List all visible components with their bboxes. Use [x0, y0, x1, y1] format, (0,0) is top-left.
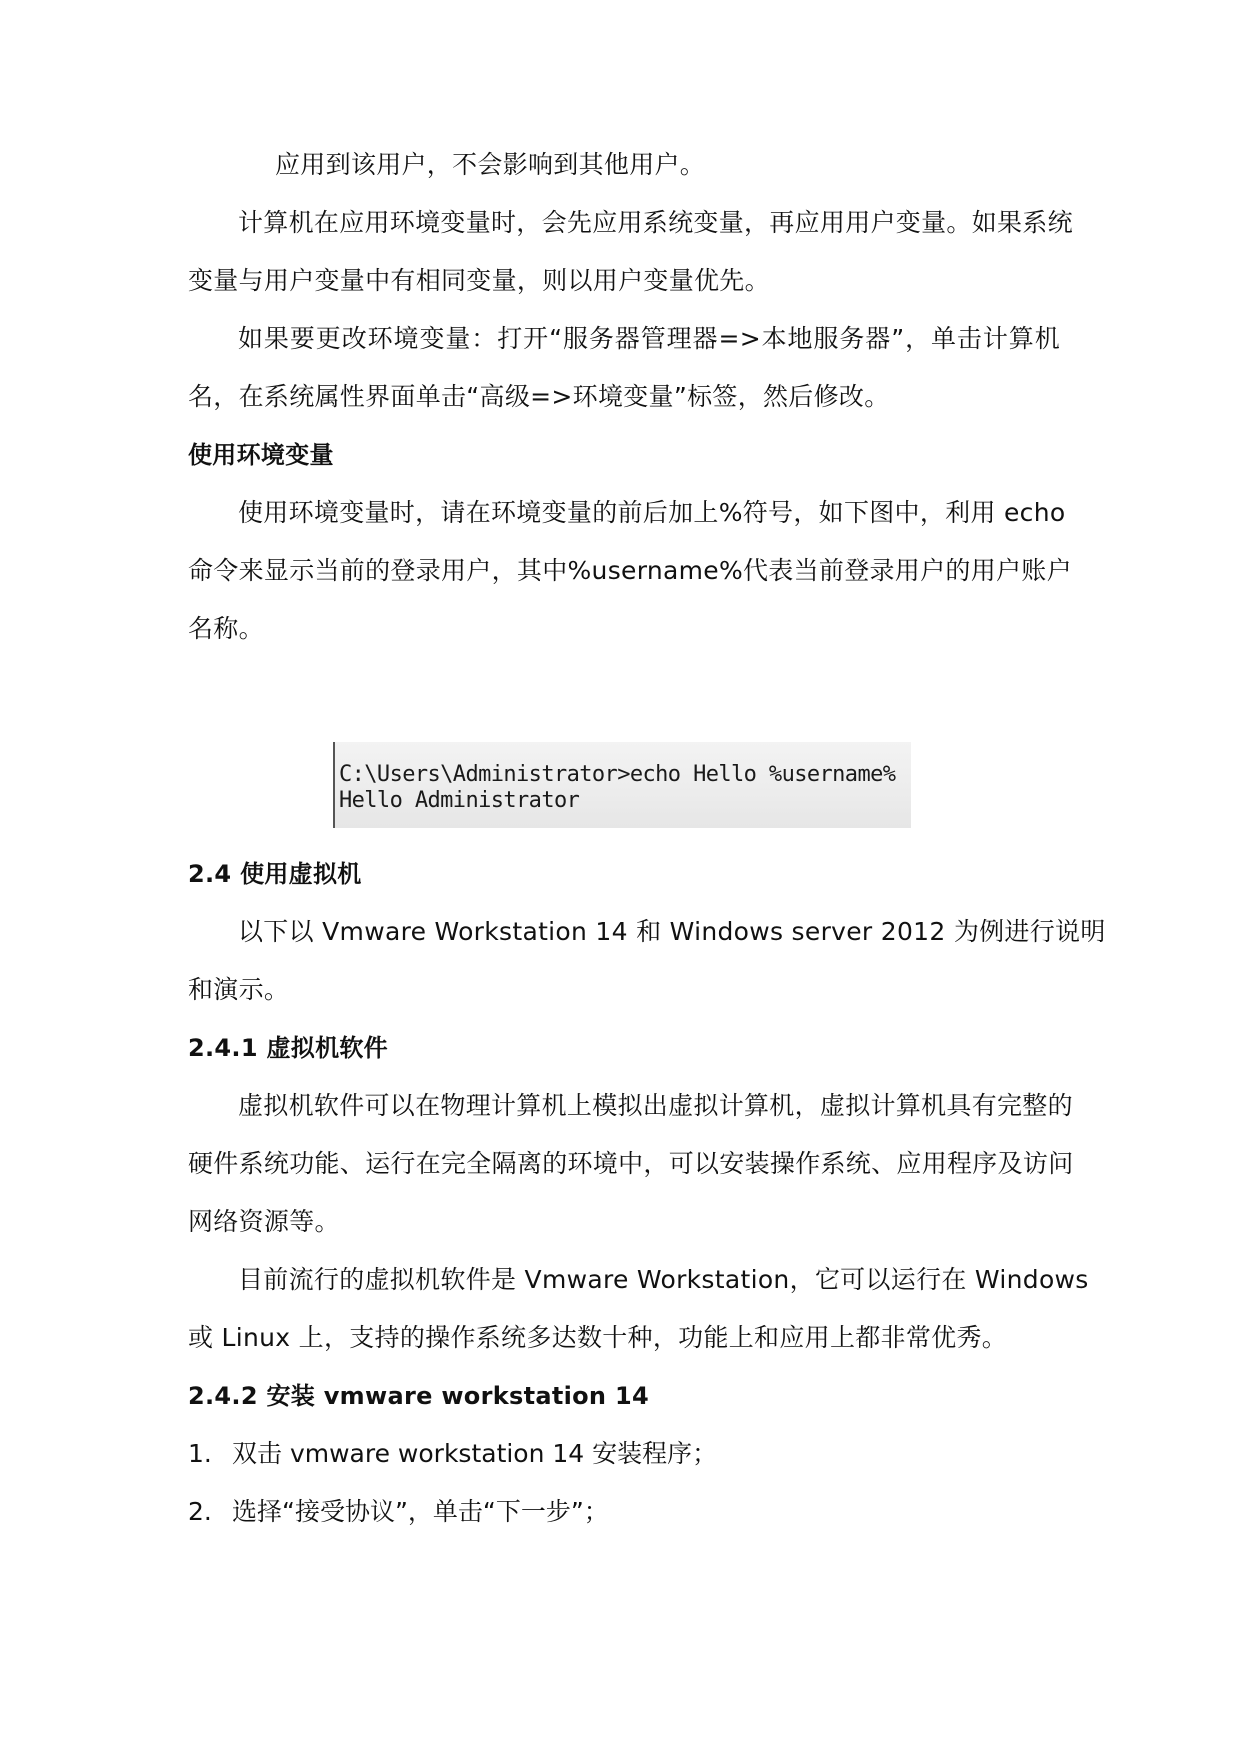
paragraph-line: 硬件系统功能、运行在完全隔离的环境中，可以安装操作系统、应用程序及访问: [188, 1149, 1074, 1178]
paragraph-line: 命令来显示当前的登录用户，其中%username%代表当前登录用户的用户账户: [188, 556, 1072, 585]
step-number: 2.: [188, 1497, 212, 1526]
paragraph-line: 和演示。: [188, 975, 290, 1004]
section-heading: 2.4 使用虚拟机: [188, 860, 362, 888]
paragraph-line: 虚拟机软件可以在物理计算机上模拟出虚拟计算机，虚拟计算机具有完整的: [238, 1091, 1073, 1120]
section-heading: 使用环境变量: [188, 441, 334, 469]
command-prompt-screenshot: [333, 742, 911, 828]
paragraph-line: 目前流行的虚拟机软件是 Vmware Workstation，它可以运行在 Windows: [238, 1265, 1089, 1294]
paragraph-line: 以下以 Vmware Workstation 14 和 Windows server 2012 为例进行说明: [238, 917, 1106, 946]
step-number: 1.: [188, 1439, 212, 1468]
section-heading: 2.4.2 安装 vmware workstation 14: [188, 1382, 649, 1410]
paragraph-line: 使用环境变量时，请在环境变量的前后加上%符号，如下图中，利用 echo: [238, 498, 1066, 527]
section-heading: 2.4.1 虚拟机软件: [188, 1034, 388, 1062]
paragraph-line: 应用到该用户，不会影响到其他用户。: [275, 150, 706, 179]
paragraph-line: 名称。: [188, 614, 264, 643]
paragraph-line: 变量与用户变量中有相同变量，则以用户变量优先。: [188, 266, 770, 295]
step-text: 选择“接受协议”，单击“下一步”；: [232, 1497, 609, 1526]
command-line: C:\Users\Administrator>echo Hello %username%: [339, 762, 896, 787]
paragraph-line: 计算机在应用环境变量时，会先应用系统变量，再应用用户变量。如果系统: [238, 208, 1073, 237]
paragraph-line: 或 Linux 上，支持的操作系统多达数十种，功能上和应用上都非常优秀。: [188, 1323, 1008, 1352]
step-text: 双击 vmware workstation 14 安装程序；: [232, 1439, 718, 1468]
paragraph-line: 如果要更改环境变量：打开“服务器管理器=>本地服务器”，单击计算机: [238, 324, 1060, 353]
paragraph-line: 网络资源等。: [188, 1207, 340, 1236]
command-output: Hello Administrator: [339, 788, 580, 813]
paragraph-line: 名，在系统属性界面单击“高级=>环境变量”标签，然后修改。: [188, 382, 890, 411]
